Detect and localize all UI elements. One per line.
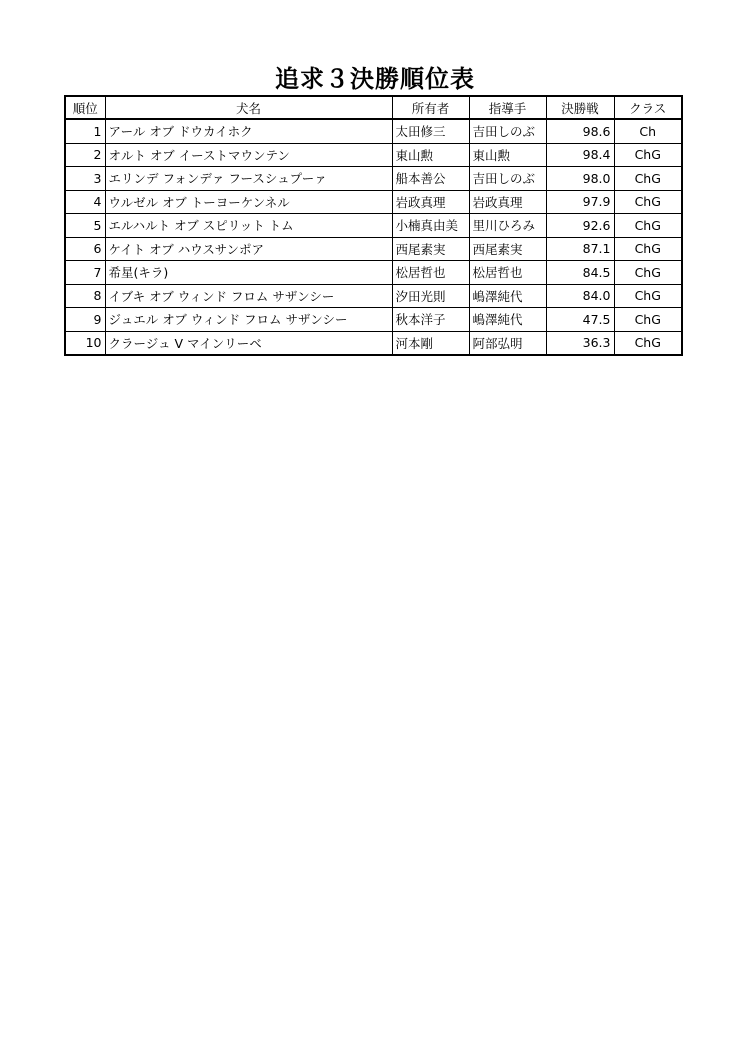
score-cell: 87.1 <box>546 237 614 261</box>
rank-cell: 5 <box>65 214 105 238</box>
table-row <box>65 261 682 285</box>
table-row <box>65 214 682 238</box>
class-cell: ChG <box>614 331 682 355</box>
dog-name-cell: オルト オブ イーストマウンテン <box>105 143 392 167</box>
column-header-owner: 所有者 <box>392 96 469 119</box>
class-cell: ChG <box>614 143 682 167</box>
table-row <box>65 119 682 143</box>
rank-cell: 9 <box>65 308 105 332</box>
table-row <box>65 308 682 332</box>
rank-cell: 3 <box>65 167 105 191</box>
class-cell: ChG <box>614 261 682 285</box>
class-cell: ChG <box>614 167 682 191</box>
dog-name-cell: エリンデ フォンデァ フースシュプーァ <box>105 167 392 191</box>
rank-cell: 2 <box>65 143 105 167</box>
handler-cell: 吉田しのぶ <box>469 167 546 191</box>
handler-cell: 岩政真理 <box>469 190 546 214</box>
owner-cell: 秋本洋子 <box>392 308 469 332</box>
owner-cell: 小楠真由美 <box>392 214 469 238</box>
owner-cell: 東山勲 <box>392 143 469 167</box>
score-cell: 84.5 <box>546 261 614 285</box>
class-cell: ChG <box>614 190 682 214</box>
handler-cell: 松居哲也 <box>469 261 546 285</box>
column-header-rank: 順位 <box>65 96 105 119</box>
class-cell: ChG <box>614 284 682 308</box>
handler-cell: 東山勲 <box>469 143 546 167</box>
table-row <box>65 237 682 261</box>
dog-name-cell: エルハルト オブ スピリット トム <box>105 214 392 238</box>
dog-name-cell: ウルゼル オブ トーヨーケンネル <box>105 190 392 214</box>
owner-cell: 汐田光則 <box>392 284 469 308</box>
dog-name-cell: 希星(キラ) <box>105 261 392 285</box>
handler-cell: 吉田しのぶ <box>469 119 546 143</box>
class-cell: ChG <box>614 308 682 332</box>
rank-cell: 10 <box>65 331 105 355</box>
score-cell: 97.9 <box>546 190 614 214</box>
owner-cell: 西尾素実 <box>392 237 469 261</box>
column-header-class: クラス <box>614 96 682 119</box>
table-row <box>65 167 682 191</box>
rank-cell: 8 <box>65 284 105 308</box>
rank-cell: 4 <box>65 190 105 214</box>
class-cell: ChG <box>614 214 682 238</box>
handler-cell: 嶋澤純代 <box>469 308 546 332</box>
ranking-table <box>64 95 683 356</box>
table-row <box>65 284 682 308</box>
dog-name-cell: アール オブ ドウカイホク <box>105 119 392 143</box>
table-row <box>65 143 682 167</box>
column-header-dog-name: 犬名 <box>105 96 392 119</box>
rank-cell: 7 <box>65 261 105 285</box>
table-row <box>65 190 682 214</box>
score-cell: 92.6 <box>546 214 614 238</box>
owner-cell: 松居哲也 <box>392 261 469 285</box>
owner-cell: 河本剛 <box>392 331 469 355</box>
dog-name-cell: クラージュ V マインリーベ <box>105 331 392 355</box>
class-cell: Ch <box>614 119 682 143</box>
table-row <box>65 331 682 355</box>
rank-cell: 6 <box>65 237 105 261</box>
dog-name-cell: ケイト オブ ハウスサンポア <box>105 237 392 261</box>
score-cell: 47.5 <box>546 308 614 332</box>
dog-name-cell: ジュエル オブ ウィンド フロム サザンシー <box>105 308 392 332</box>
handler-cell: 里川ひろみ <box>469 214 546 238</box>
handler-cell: 嶋澤純代 <box>469 284 546 308</box>
class-cell: ChG <box>614 237 682 261</box>
rank-cell: 1 <box>65 119 105 143</box>
page-title: 追求３決勝順位表 <box>275 65 475 93</box>
table-header-row <box>65 96 682 119</box>
column-header-final-score: 決勝戦 <box>546 96 614 119</box>
score-cell: 98.6 <box>546 119 614 143</box>
owner-cell: 岩政真理 <box>392 190 469 214</box>
owner-cell: 船本善公 <box>392 167 469 191</box>
column-header-handler: 指導手 <box>469 96 546 119</box>
score-cell: 36.3 <box>546 331 614 355</box>
owner-cell: 太田修三 <box>392 119 469 143</box>
handler-cell: 西尾素実 <box>469 237 546 261</box>
score-cell: 84.0 <box>546 284 614 308</box>
score-cell: 98.4 <box>546 143 614 167</box>
handler-cell: 阿部弘明 <box>469 331 546 355</box>
dog-name-cell: イブキ オブ ウィンド フロム サザンシー <box>105 284 392 308</box>
score-cell: 98.0 <box>546 167 614 191</box>
